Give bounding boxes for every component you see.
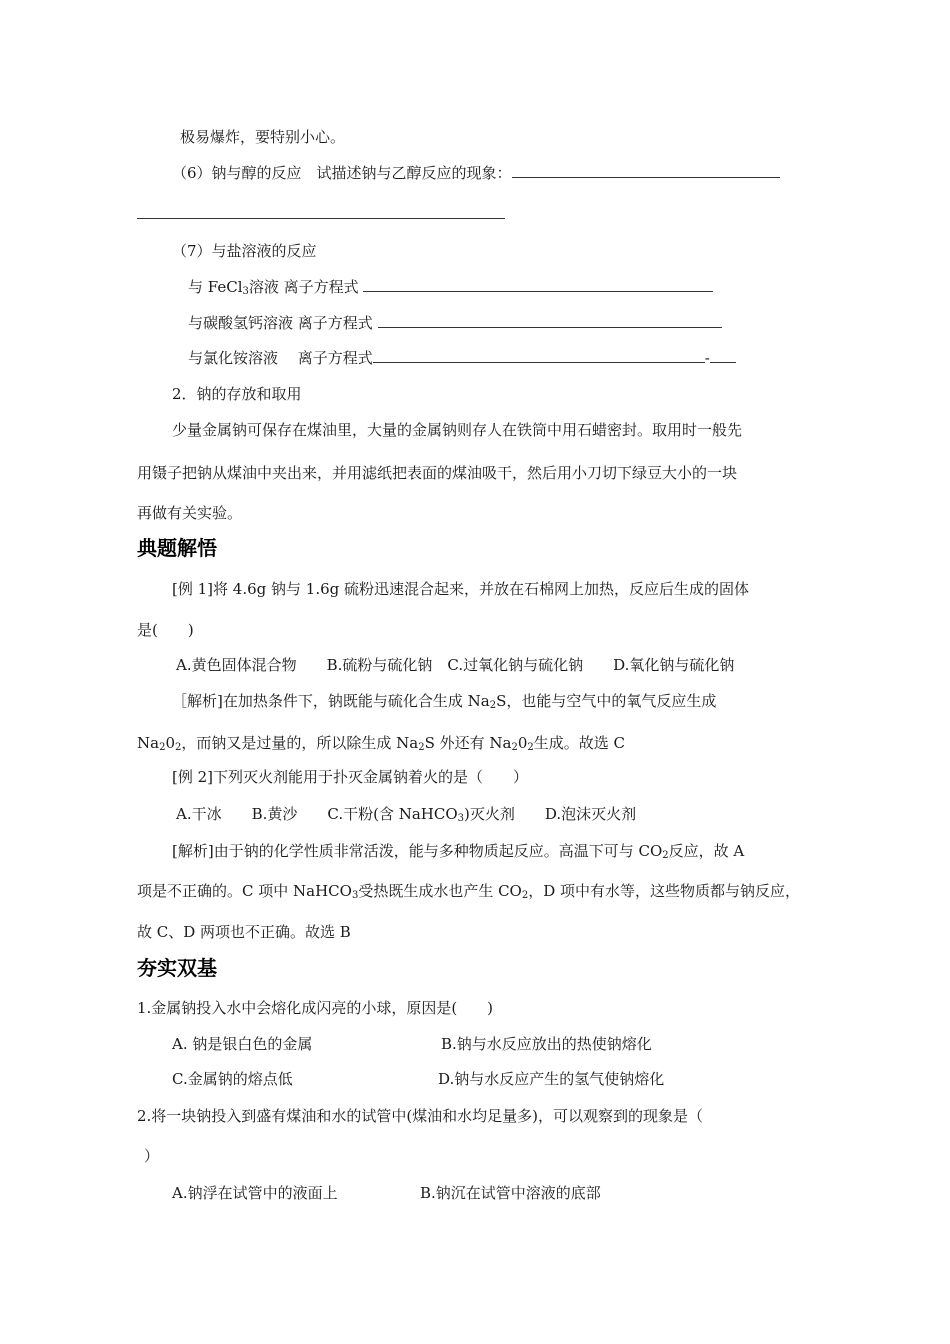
option-d: D.钠与水反应产生的氢气使钠熔化 xyxy=(438,1070,665,1088)
section-title: 夯实双基 xyxy=(137,956,217,980)
subscript: 3 xyxy=(457,813,465,824)
subscript: 3 xyxy=(351,890,359,901)
text: [解析]由于钠的化学性质非常活泼，能与多种物质起反应。高温下可与 CO xyxy=(172,842,663,860)
paragraph-line: 再做有关实验。 xyxy=(137,504,243,522)
question-line: 2.将一块钠投入到盛有煤油和水的试管中(煤油和水均足量多)，可以观察到的现象是（ xyxy=(137,1107,704,1125)
text-line: 极易爆炸，要特别小心。 xyxy=(180,128,346,146)
paragraph-line: 少量金属钠可保存在煤油里，大量的金属钠则存人在铁筒中用石蜡密封。取用时一般先 xyxy=(172,421,743,439)
example-line: 是( ) xyxy=(137,621,194,639)
text: 0 xyxy=(517,734,528,752)
text: 受热既生成水也产生 CO xyxy=(358,882,522,900)
option-a: A. 钠是银白色的金属 xyxy=(172,1035,313,1053)
subscript: 2 xyxy=(159,742,166,753)
answer-blank[interactable] xyxy=(710,348,736,363)
text: ［解析]在加热条件下，钠既能与硫化合生成 Na xyxy=(172,692,490,710)
options-line: A.黄色固体混合物 B.硫粉与硫化钠 C.过氧化钠与硫化钠 D.氧化钠与硫化钠 xyxy=(176,656,735,674)
example-line: [例 1]将 4.6g 钠与 1.6g 硫粉迅速混合起来，并放在石棉网上加热，反应后生成的固体 xyxy=(172,580,750,598)
question-line: ） xyxy=(144,1147,160,1165)
paragraph-line: 用镊子把钠从煤油中夹出来，并用滤纸把表面的煤油吸干，然后用小刀切下绿豆大小的一块 xyxy=(137,464,738,482)
equation-line xyxy=(188,276,713,298)
text: 0 xyxy=(165,734,175,752)
text: S，也能与空气中的氧气反应生成 xyxy=(496,692,717,710)
text: ，D 项中有水等，这些物质都与钠反应， xyxy=(528,882,801,900)
option-b: B.钠沉在试管中溶液的底部 xyxy=(420,1184,601,1202)
option-a: A.钠浮在试管中的液面上 xyxy=(172,1184,338,1202)
option-c: C.金属钠的熔点低 xyxy=(172,1070,293,1088)
question-text: （6）钠与醇的反应 试描述钠与乙醇反应的现象： xyxy=(172,164,512,182)
answer-blank-line[interactable] xyxy=(137,218,505,219)
section-title: 典题解悟 xyxy=(137,536,217,560)
analysis-line xyxy=(137,880,800,902)
text: 与氯化铵溶液 离子方程式 xyxy=(188,349,373,367)
text: ，而钠又是过量的，所以除生成 Na xyxy=(181,734,419,752)
subheading: 2．钠的存放和取用 xyxy=(172,385,302,403)
text: 项是不正确的。C 项中 NaHCO xyxy=(137,882,352,900)
answer-blank[interactable] xyxy=(378,313,722,328)
analysis-line xyxy=(172,690,716,712)
text: S 外还有 Na xyxy=(424,734,512,752)
text: A.干冰 B.黄沙 C.干粉(含 NaHCO xyxy=(176,805,458,823)
text: )灭火剂 D.泡沫灭火剂 xyxy=(464,805,637,823)
text: 溶液 离子方程式 xyxy=(248,278,359,296)
subscript: 2 xyxy=(489,700,497,711)
subscript: 2 xyxy=(521,890,529,901)
analysis-line xyxy=(137,732,625,754)
subscript: 2 xyxy=(511,742,518,753)
subscript: 2 xyxy=(175,742,182,753)
subscript: 2 xyxy=(418,742,425,753)
subscript: 2 xyxy=(662,850,669,861)
equation-line xyxy=(188,312,722,334)
options-line xyxy=(176,803,636,825)
question-line: 1.金属钠投入水中会熔化成闪亮的小球，原因是( ) xyxy=(137,999,494,1017)
answer-blank[interactable] xyxy=(512,163,780,178)
text: 与碳酸氢钙溶液 离子方程式 xyxy=(188,314,373,332)
option-b: B.钠与水反应放出的热使钠熔化 xyxy=(441,1035,652,1053)
answer-blank[interactable] xyxy=(373,348,705,363)
text: 与 FeCl xyxy=(188,278,243,296)
subscript: 3 xyxy=(242,286,249,297)
text: - xyxy=(704,349,710,367)
answer-blank[interactable] xyxy=(363,277,713,292)
subheading: （7）与盐溶液的反应 xyxy=(172,242,317,260)
subscript: 2 xyxy=(527,742,534,753)
equation-line xyxy=(188,347,736,369)
analysis-line: 故 C、D 两项也不正确。故选 B xyxy=(137,923,351,941)
example-line: [例 2]下列灭火剂能用于扑灭金属钠着火的是（ ） xyxy=(172,768,529,786)
analysis-line xyxy=(172,840,744,862)
text: 反应，故 A xyxy=(668,842,745,860)
text: 生成。故选 C xyxy=(533,734,626,752)
text: Na xyxy=(137,734,160,752)
question-line xyxy=(172,162,780,184)
